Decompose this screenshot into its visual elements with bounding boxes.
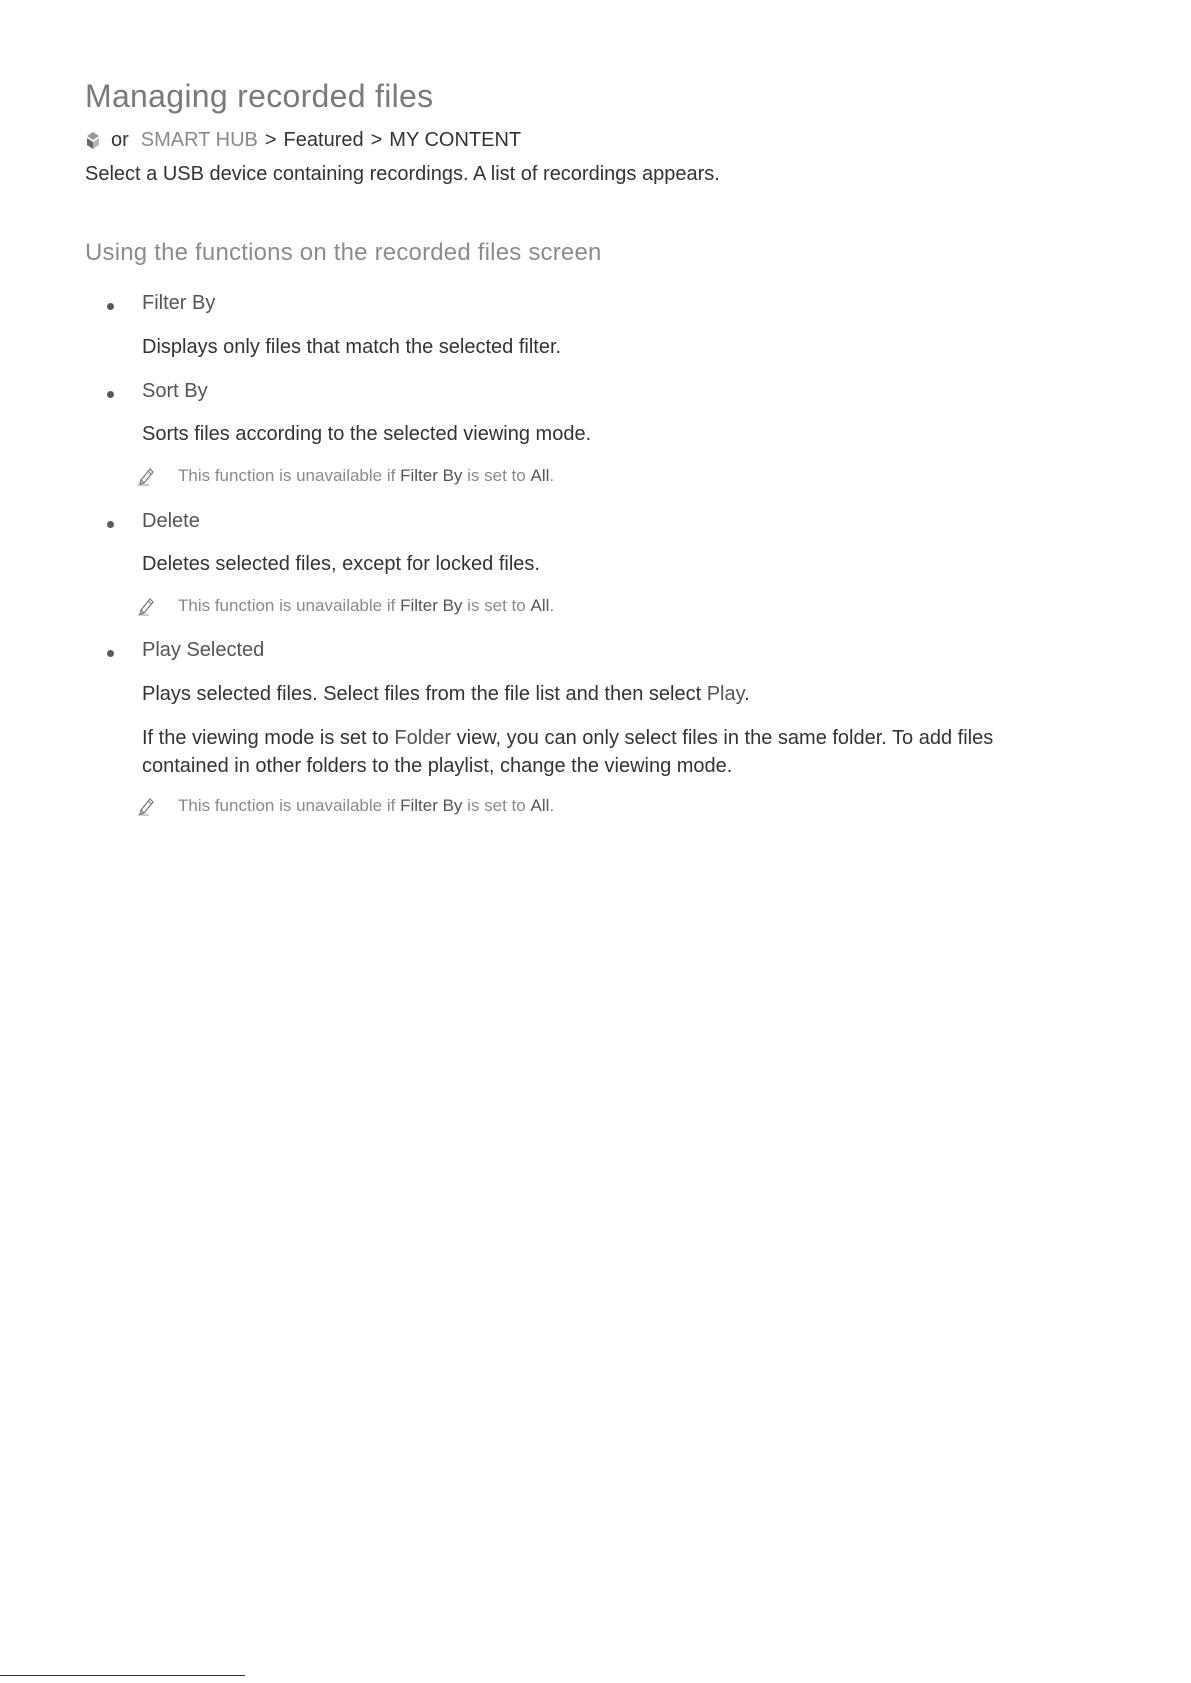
- section-title: Using the functions on the recorded files screen: [85, 239, 602, 266]
- note-key: Filter By: [400, 596, 463, 615]
- pencil-note-icon: [137, 596, 155, 616]
- item-desc-sort-by: Sorts files according to the selected viewing mode.: [142, 423, 592, 445]
- item-desc-play-selected: [142, 683, 750, 706]
- para-key: Folder: [394, 727, 452, 749]
- item-title-sort-by: Sort By: [142, 380, 208, 402]
- pencil-note-icon: [137, 466, 155, 486]
- item-desc-delete: Deletes selected files, except for locked files.: [142, 553, 540, 575]
- note-text: This function is unavailable if: [178, 796, 396, 815]
- note-text: This function is unavailable if: [178, 466, 396, 485]
- intro-text: Select a USB device containing recordings. A list of recordings appears.: [85, 163, 720, 185]
- item-title-filter-by: Filter By: [142, 292, 216, 314]
- my-content-label: MY CONTENT: [389, 129, 522, 151]
- desc-end: .: [744, 683, 750, 705]
- chevron-right-icon: >: [370, 129, 383, 151]
- note-value: All: [530, 466, 550, 485]
- featured-label: Featured: [283, 129, 364, 151]
- bullet-icon: [107, 650, 114, 657]
- item-desc-filter-by: Displays only files that match the selected filter.: [142, 336, 562, 358]
- bullet-icon: [107, 391, 114, 398]
- smart-hub-icon: [85, 131, 101, 151]
- pencil-note-icon: [137, 796, 155, 816]
- note-text-mid: is set to: [467, 796, 526, 815]
- note-text-mid: is set to: [467, 596, 526, 615]
- note-end: .: [549, 596, 555, 615]
- para-text: If the viewing mode is set to: [142, 727, 389, 749]
- or-label: or: [111, 129, 129, 151]
- note-key: Filter By: [400, 796, 463, 815]
- smart-hub-label: SMART HUB: [140, 129, 258, 151]
- chevron-right-icon: >: [264, 129, 277, 151]
- item-title-delete: Delete: [142, 510, 200, 532]
- note-sort-by: [137, 466, 554, 486]
- note-value: All: [530, 596, 550, 615]
- desc-text: Plays selected files. Select files from the file list and then select: [142, 683, 702, 705]
- note-delete: [137, 596, 554, 616]
- item-title-play-selected: Play Selected: [142, 639, 265, 661]
- menu-path: [85, 129, 521, 152]
- footnote-divider: [0, 1675, 245, 1676]
- desc-key: Play: [706, 683, 745, 705]
- page-title: Managing recorded files: [85, 78, 434, 114]
- note-end: .: [549, 796, 555, 815]
- note-end: .: [549, 466, 555, 485]
- note-play-selected: [137, 796, 554, 816]
- bullet-icon: [107, 303, 114, 310]
- note-text-mid: is set to: [467, 466, 526, 485]
- note-value: All: [530, 796, 550, 815]
- note-text: This function is unavailable if: [178, 596, 396, 615]
- item-para-play-selected: [142, 724, 1082, 780]
- note-key: Filter By: [400, 466, 463, 485]
- bullet-icon: [107, 521, 114, 528]
- para-text-rest: view, you can only select files in the same folder. To add files contained in other folders to the playlist, change the viewing mode.: [142, 727, 994, 777]
